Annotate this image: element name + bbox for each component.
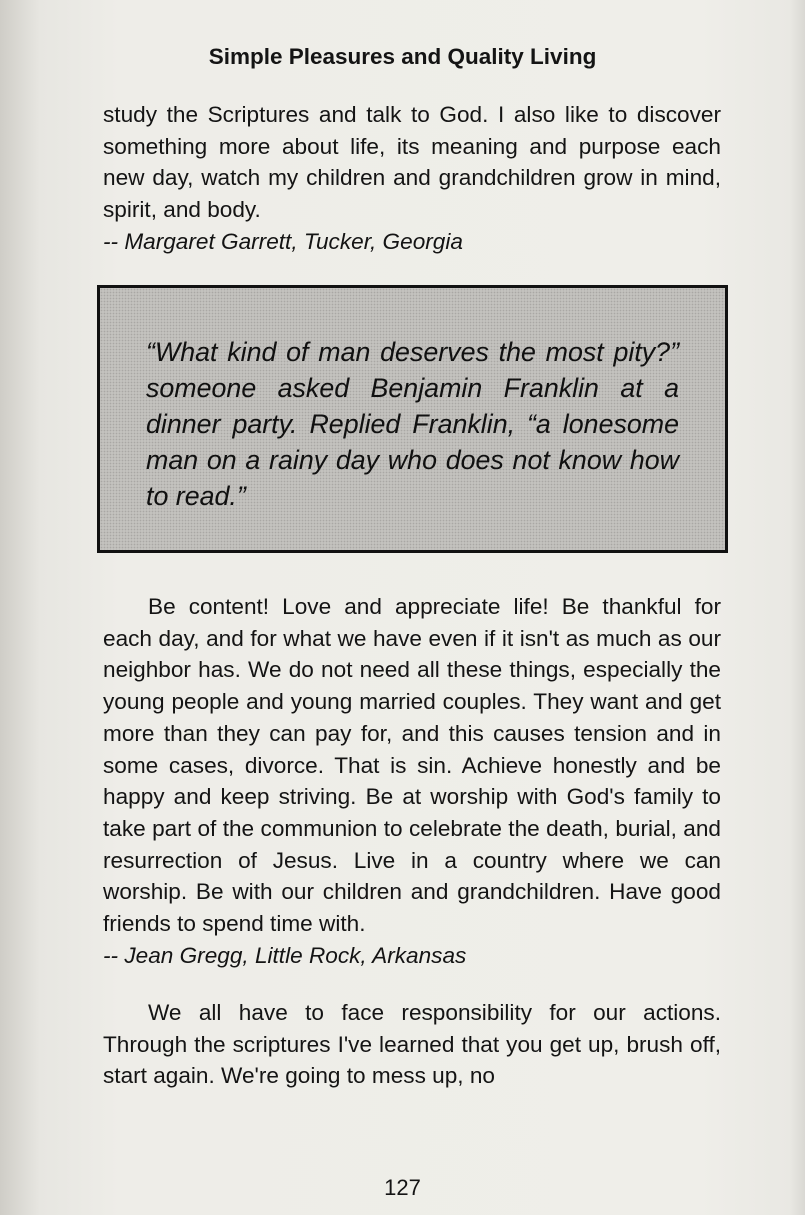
paragraph-garrett <box>103 99 721 258</box>
paragraph-text: Be content! Love and appreciate life! Be thankful for each day, and for what we have even if it isn't as much as our neighbor has. We do not need all these things, especially the young people and young married couples. They want and get more than they can pay for, and this causes tension and in some cases, divorce. That is sin. Achieve honestly and be happy and keep striving. Be at worship with God's family to take part of the communion to celebrate the death, burial, and resurrection of Jesus. Live in a country where we can worship. Be with our children and grandchildren. Have good friends to spend time with. <box>103 594 721 937</box>
franklin-quote-box <box>97 285 728 553</box>
paragraph-gregg <box>103 591 721 971</box>
running-head: Simple Pleasures and Quality Living <box>208 44 597 69</box>
paragraph-text: study the Scriptures and talk to God. I also like to discover something more about life, its meaning and purpose each new day, watch my children and grandchildren grow in mind, spirit, and body. <box>103 102 721 223</box>
franklin-quote-text: “What kind of man deserves the most pity?” someone asked Benjamin Franklin at a dinner party. Replied Franklin, “a lonesome man on a rainy day who does not know how to read.” <box>146 337 679 511</box>
paragraph-text: We all have to face responsibility for our actions. Through the scriptures I've learned that you get up, brush off, start again. We're going to mess up, no <box>103 1000 721 1089</box>
attribution-gregg: -- Jean Gregg, Little Rock, Arkansas <box>103 942 467 968</box>
attribution-garrett: -- Margaret Garrett, Tucker, Georgia <box>103 228 463 254</box>
paragraph-responsibility <box>103 997 721 1092</box>
page-number: 127 <box>384 1175 421 1200</box>
